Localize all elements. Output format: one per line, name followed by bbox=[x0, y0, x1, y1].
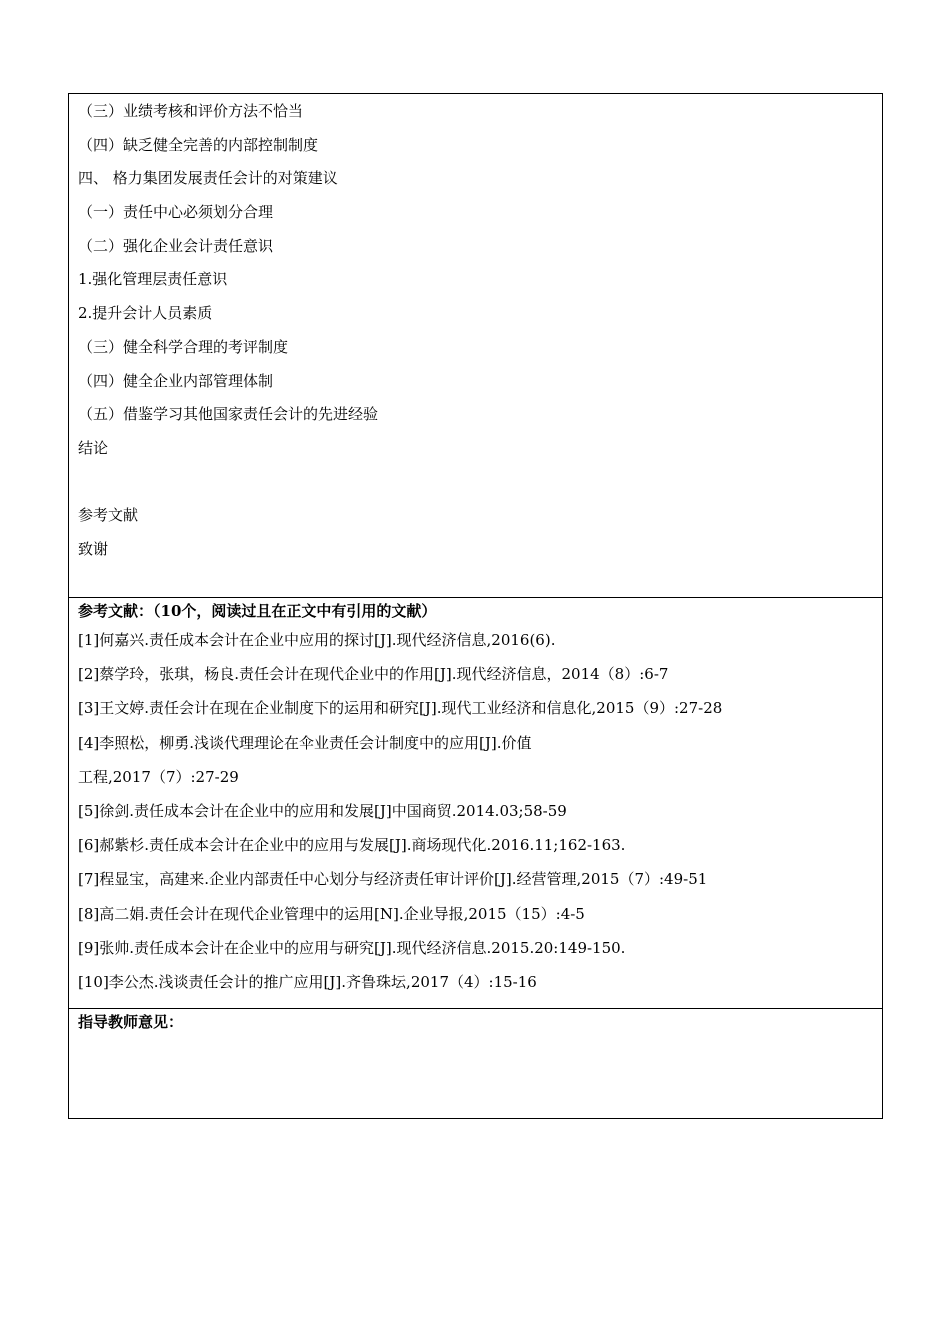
outline-line: 2.提升会计人员素质 bbox=[78, 304, 213, 323]
outline-line: 参考文献 bbox=[78, 506, 139, 525]
reference-item: [7]程显宝，高建来.企业内部责任中心划分与经济责任审计评价[J].经营管理,2015（7）:49-51 bbox=[78, 870, 708, 889]
outline-line: （四）缺乏健全完善的内部控制制度 bbox=[78, 135, 319, 154]
outline-line: （三）业绩考核和评价方法不恰当 bbox=[78, 102, 304, 120]
reference-item: [6]郝紫杉.责任成本会计在企业中的应用与发展[J].商场现代化.2016.11;162-163. bbox=[78, 836, 626, 855]
outline-line: 结论 bbox=[78, 438, 109, 457]
reference-item: [3]王文婷.责任会计在现在企业制度下的运用和研究[J].现代工业经济和信息化,2015（9）:27-28 bbox=[78, 699, 723, 718]
outline-line: （五）借鉴学习其他国家责任会计的先进经验 bbox=[78, 405, 379, 424]
outline-line: （三）健全科学合理的考评制度 bbox=[78, 337, 289, 356]
references-heading: 参考文献：（10个，阅读过且在正文中有引用的文献） bbox=[78, 602, 437, 620]
outline-spacer bbox=[78, 466, 874, 500]
advisor-opinion-heading: 指导教师意见： bbox=[78, 1013, 184, 1031]
reference-item: [2]蔡学玲，张琪，杨良.责任会计在现代企业中的作用[J].现代经济信息，2014（8）:6-7 bbox=[78, 665, 669, 684]
reference-item: [4]李照松，柳勇.浅谈代理理论在伞业责任会计制度中的应用[J].价值 bbox=[78, 733, 532, 752]
reference-item: [9]张帅.责任成本会计在企业中的应用与研究[J].现代经济信息.2015.20:149-150. bbox=[78, 938, 626, 957]
reference-item: [10]李公杰.浅谈责任会计的推广应用[J].齐鲁珠坛,2017（4）:15-16 bbox=[78, 972, 537, 991]
reference-item: 工程,2017（7）:27-29 bbox=[78, 767, 239, 786]
outline-line: 四、 格力集团发展责任会计的对策建议 bbox=[78, 169, 338, 188]
outline-line: （二）强化企业会计责任意识 bbox=[78, 236, 274, 255]
outline-line: （一）责任中心必须划分合理 bbox=[78, 203, 274, 222]
reference-item: [8]高二娟.责任会计在现代企业管理中的运用[N].企业导报,2015（15）:4-5 bbox=[78, 904, 585, 923]
reference-item: [1]何嘉兴.责任成本会计在企业中应用的探讨[J].现代经济信息,2016(6). bbox=[78, 631, 556, 649]
outline-line: 1.强化管理层责任意识 bbox=[78, 270, 228, 289]
advisor-opinion-section bbox=[69, 1008, 882, 1118]
references-section bbox=[69, 597, 882, 1008]
reference-item: [5]徐剑.责任成本会计在企业中的应用和发展[J]中国商贸.2014.03;58-59 bbox=[78, 801, 567, 820]
outline-section bbox=[69, 94, 882, 597]
outline-line: （四）健全企业内部管理体制 bbox=[78, 371, 274, 390]
outline-line: 致谢 bbox=[78, 539, 109, 558]
form-table bbox=[68, 93, 883, 1119]
